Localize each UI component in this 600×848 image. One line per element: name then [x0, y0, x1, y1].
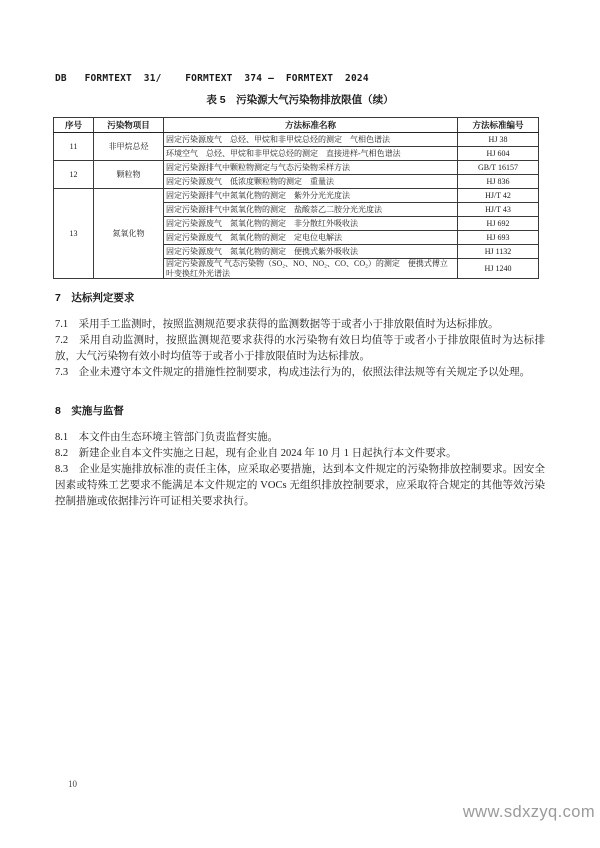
paragraph-8-2: 8.2 新建企业自本文件实施之日起，现有企业自 2024 年 10 月 1 日起执行本文件要求。 — [55, 448, 457, 460]
method-code-cell: HJ/T 42 — [458, 189, 539, 203]
column-header-seq: 序号 — [54, 118, 94, 133]
seq-cell: 12 — [54, 161, 94, 189]
pollutant-cell: 颗粒物 — [94, 161, 164, 189]
paragraph-7-1: 7.1 采用手工监测时，按照监测规范要求获得的监测数据等于或者小于排放限值时为达标排放。 — [55, 319, 499, 331]
page-number: 10 — [68, 779, 77, 789]
method-code-cell: HJ 38 — [458, 133, 539, 147]
paragraph-8-1: 8.1 本文件由生态环境主管部门负责监督实施。 — [55, 432, 279, 444]
method-code-cell: HJ 836 — [458, 175, 539, 189]
table-row — [54, 189, 539, 203]
method-code-cell: HJ 604 — [458, 147, 539, 161]
method-code-cell: HJ 1132 — [458, 245, 539, 259]
document-number-header: DB FORMTEXT 31/ FORMTEXT 374 — FORMTEXT 2024 — [55, 73, 369, 84]
method-code-cell: HJ 693 — [458, 231, 539, 245]
column-header-method-name: 方法标准名称 — [164, 118, 458, 133]
watermark-text: www.sdxzyq.com — [462, 803, 595, 821]
methods-table — [53, 117, 539, 279]
section-8-heading: 8 实施与监督 — [55, 405, 124, 418]
method-code-cell: HJ 692 — [458, 217, 539, 231]
method-code-cell: HJ 1240 — [458, 259, 539, 279]
method-name-cell: 固定污染源废气 总烃、甲烷和非甲烷总烃的测定 气相色谱法 — [164, 133, 458, 147]
table-row — [54, 133, 539, 147]
method-name-cell: 固定污染源废气 气态污染物（SO₂、NO、NO₂、CO、CO₂）的测定 便携式傅立叶变换红外光谱法 — [164, 259, 458, 279]
seq-cell: 11 — [54, 133, 94, 161]
table-title: 表 5 污染源大气污染物排放限值（续） — [206, 94, 394, 106]
section-7 — [55, 292, 545, 381]
method-code-cell: HJ/T 43 — [458, 203, 539, 217]
column-header-pollutant: 污染物项目 — [94, 118, 164, 133]
seq-cell: 13 — [54, 189, 94, 279]
paragraph-7-2: 7.2 采用自动监测时，按照监测规范要求获得的水污染物有效日均值等于或者小于排放限值时为达标排放，大气污染物有效小时均值等于或者小于排放限值时为达标排放。 — [55, 335, 545, 363]
section-8 — [55, 405, 545, 510]
method-name-cell: 固定污染源排气中氮氧化物的测定 紫外分光光度法 — [164, 189, 458, 203]
method-name-cell: 固定污染源排气中颗粒物测定与气态污染物采样方法 — [164, 161, 458, 175]
method-name-cell: 固定污染源废气 低浓度颗粒物的测定 重量法 — [164, 175, 458, 189]
method-name-cell: 固定污染源废气 氮氧化物的测定 便携式紫外吸收法 — [164, 245, 458, 259]
method-name-cell: 固定污染源废气 氮氧化物的测定 定电位电解法 — [164, 231, 458, 245]
pollutant-cell: 非甲烷总烃 — [94, 133, 164, 161]
table-header-row — [54, 118, 539, 133]
section-7-heading: 7 达标判定要求 — [55, 292, 135, 305]
method-name-cell: 固定污染源废气 氮氧化物的测定 非分散红外吸收法 — [164, 217, 458, 231]
method-name-cell: 固定污染源排气中氮氧化物的测定 盐酸萘乙二胺分光光度法 — [164, 203, 458, 217]
method-code-cell: GB/T 16157 — [458, 161, 539, 175]
paragraph-8-3: 8.3 企业是实施排放标准的责任主体，应采取必要措施，达到本文件规定的污染物排放控制要求。因安全因素或特殊工艺要求不能满足本文件规定的 VOCs 无组织排放控制要求，应采取符合规定的其他等效污染控制措施或依据排污许可证相关要求执行。 — [55, 464, 545, 508]
paragraph-7-3: 7.3 企业未遵守本文件规定的措施性控制要求，构成违法行为的，依照法律法规等有关规定予以处理。 — [55, 367, 531, 379]
table-row — [54, 161, 539, 175]
method-name-cell: 环境空气 总烃、甲烷和非甲烷总烃的测定 直接进样-气相色谱法 — [164, 147, 458, 161]
column-header-method-code: 方法标准编号 — [458, 118, 539, 133]
pollutant-cell: 氮氧化物 — [94, 189, 164, 279]
